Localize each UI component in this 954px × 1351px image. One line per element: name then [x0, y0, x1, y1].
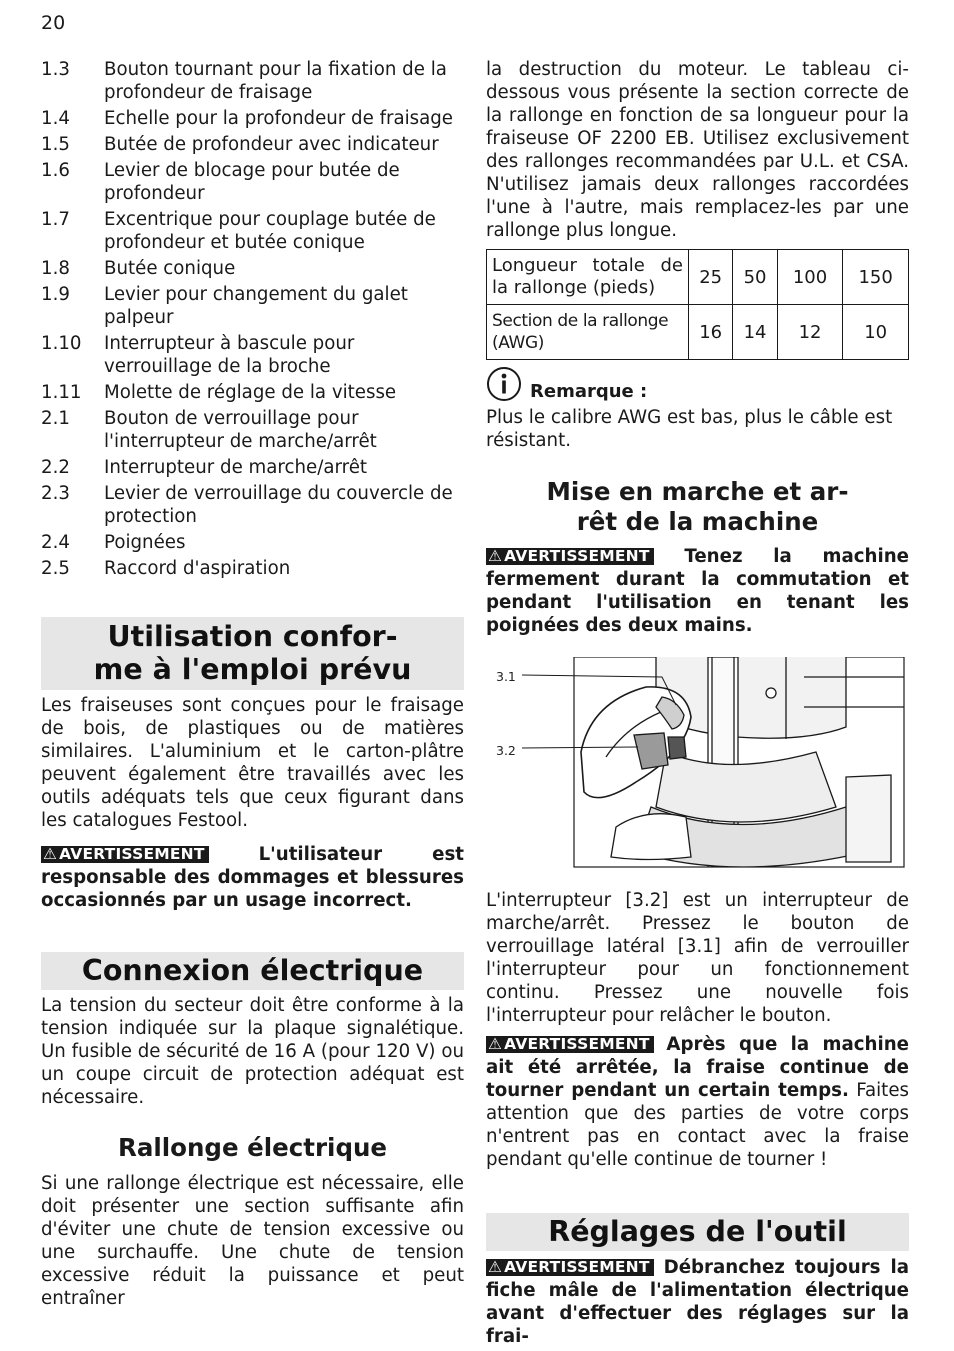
item-number: 1.8 — [41, 258, 70, 279]
item-number: 1.11 — [41, 382, 82, 403]
section-heading-connexion: Connexion électrique — [41, 952, 464, 990]
utilisation-body: Les fraiseuses sont conçues pour le fraisage de bois, de plastiques ou de matières similaires. L'aluminium et le carton-plâtre peuvent également être travaillés avec les outils adéquats tels que ceux figurant dans les catalogues Festool. — [41, 695, 464, 831]
list-item — [41, 332, 464, 378]
figure-label-3-1: 3.1 — [496, 669, 516, 684]
table-cell: 50 — [733, 250, 777, 305]
table-cell: 100 — [777, 250, 843, 305]
item-number: 2.3 — [41, 483, 70, 504]
mise-en-marche-warning-2 — [486, 1033, 909, 1171]
table-cell: 16 — [689, 305, 733, 360]
section-heading-utilisation — [41, 617, 464, 690]
rallonge-body: Si une rallonge électrique est nécessaire, elle doit présenter une section suffisante afin d'éviter une chute de tension excessive ou une surchauffe. Une chute de tension excessive réduit la puissance et peut entraîner — [41, 1173, 464, 1309]
list-item — [41, 531, 464, 554]
heading-line: me à l'emploi prévu — [93, 653, 412, 686]
item-text: Levier pour changement du galet palpeur — [104, 284, 408, 328]
warning-badge: ⚠ AVERTISSEMENT — [486, 548, 654, 565]
table-row-label: Section de la rallonge (AWG) — [487, 305, 689, 360]
list-item — [41, 133, 464, 156]
item-number: 1.6 — [41, 160, 70, 181]
note-header — [486, 366, 909, 402]
section-heading-mise-en-marche — [486, 477, 909, 537]
item-text: Echelle pour la profondeur de fraisage — [104, 108, 453, 129]
list-item — [41, 482, 464, 528]
warning-text: Faites attention que des parties de votre corps n'entrent pas en contact avec la fraise pendant qu'elle continue de tourner ! — [486, 1080, 909, 1170]
router-switch-figure — [486, 657, 909, 877]
router-illustration — [486, 657, 909, 877]
figure-label-3-2: 3.2 — [496, 743, 516, 758]
item-text: Levier de verrouillage du couvercle de protection — [104, 483, 453, 527]
heading-line: Utilisation confor- — [107, 620, 398, 653]
left-column — [41, 58, 464, 1310]
item-text: Interrupteur de marche/arrêt — [104, 457, 368, 478]
item-number: 1.5 — [41, 134, 70, 155]
item-text: Butée conique — [104, 258, 236, 279]
item-text: Raccord d'aspiration — [104, 558, 291, 579]
table-row — [487, 305, 909, 360]
item-text: Bouton tournant pour la fixation de la profondeur de fraisage — [104, 59, 447, 103]
item-text: Excentrique pour couplage butée de profondeur et butée conique — [104, 209, 436, 253]
item-number: 1.3 — [41, 59, 70, 80]
list-item — [41, 407, 464, 453]
item-number: 1.10 — [41, 333, 82, 354]
list-item — [41, 557, 464, 580]
heading-line: rêt de la machine — [576, 507, 819, 536]
item-text: Bouton de verrouillage pour l'interrupteur de marche/arrêt — [104, 408, 377, 452]
table-cell: 150 — [843, 250, 909, 305]
note-label: Remarque : — [530, 381, 648, 402]
list-item — [41, 107, 464, 130]
rallonge-body-continued: la destruction du moteur. Le tableau ci-dessous vous présente la section correcte de la rallonge en fonction de sa longueur pour la fraiseuse OF 2200 EB. Utilisez exclusivement des rallonges recommandées par U.L. et CSA. N'utilisez jamais deux rallonges raccordées l'une à l'autre, mais remplacez-les par une rallonge plus longue. — [486, 59, 909, 241]
item-number: 1.7 — [41, 209, 70, 230]
item-text: Butée de profondeur avec indicateur — [104, 134, 439, 155]
warning-text: L'utilisateur est responsable des dommages et blessures occasionnés par un usage incorrect. — [41, 844, 464, 911]
list-item — [41, 283, 464, 329]
parts-list — [41, 58, 464, 580]
heading-line: Mise en marche et ar- — [546, 477, 849, 506]
item-text: Molette de réglage de la vitesse — [104, 382, 397, 403]
list-item — [41, 159, 464, 205]
table-cell: 12 — [777, 305, 843, 360]
warning-triangle-icon: ⚠ — [488, 547, 503, 565]
section-heading-reglages: Réglages de l'outil — [486, 1213, 909, 1251]
cable-table — [486, 249, 909, 360]
table-cell: 14 — [733, 305, 777, 360]
warning-text: Tenez la machine fermement durant la commutation et pendant l'utilisation en tenant les poignées des deux mains. — [486, 546, 909, 636]
mise-en-marche-warning — [486, 545, 909, 637]
list-item — [41, 58, 464, 104]
warning-badge: ⚠ AVERTISSEMENT — [486, 1259, 654, 1276]
item-number: 1.9 — [41, 284, 70, 305]
info-icon — [486, 366, 522, 402]
warning-triangle-icon: ⚠ — [488, 1258, 503, 1276]
warning-text: Débranchez toujours la fiche mâle de l'alimentation électrique avant d'effectuer des réglages sur la frai- — [486, 1257, 909, 1347]
item-number: 2.4 — [41, 532, 70, 553]
connexion-body: La tension du secteur doit être conforme à la tension indiquée sur la plaque signalétique. Un fusible de sécurité de 16 A (pour 120 V) ou un coupe circuit de protection adéquat est nécessaire. — [41, 995, 464, 1108]
item-text: Interrupteur à bascule pour verrouillage de la broche — [104, 333, 355, 377]
section-heading-rallonge: Rallonge électrique — [117, 1133, 388, 1162]
list-item — [41, 456, 464, 479]
item-number: 2.1 — [41, 408, 70, 429]
item-number: 1.4 — [41, 108, 70, 129]
item-number: 2.5 — [41, 558, 70, 579]
item-number: 2.2 — [41, 457, 70, 478]
mise-en-marche-body: L'interrupteur [3.2] est un interrupteur de marche/arrêt. Pressez le bouton de verrouillage latéral [3.1] afin de verrouiller l'interrupteur pour un fonctionnement continu. Pressez une nouvelle fois l'interrupteur pour relâcher le bouton. — [486, 890, 909, 1026]
note-text: Plus le calibre AWG est bas, plus le câble est résistant. — [486, 407, 893, 451]
item-text: Poignées — [104, 532, 186, 553]
reglages-warning — [486, 1256, 909, 1348]
table-row — [487, 250, 909, 305]
right-column — [486, 58, 909, 1348]
warning-triangle-icon: ⚠ — [488, 1035, 503, 1053]
table-row-label: Longueur totale de la rallonge (pieds) — [487, 250, 689, 305]
table-cell: 25 — [689, 250, 733, 305]
warning-triangle-icon: ⚠ — [43, 845, 58, 863]
list-item — [41, 208, 464, 254]
warning-text-bold: Après que la machine ait été arrêtée, la fraise continue de tourner pendant un certain temps. — [486, 1034, 909, 1101]
warning-badge: ⚠ AVERTISSEMENT — [486, 1036, 654, 1053]
table-cell: 10 — [843, 305, 909, 360]
list-item — [41, 257, 464, 280]
warning-badge: ⚠ AVERTISSEMENT — [41, 846, 209, 863]
page-number: 20 — [41, 12, 66, 34]
utilisation-warning — [41, 843, 464, 912]
item-text: Levier de blocage pour butée de profondeur — [104, 160, 400, 204]
list-item — [41, 381, 464, 404]
